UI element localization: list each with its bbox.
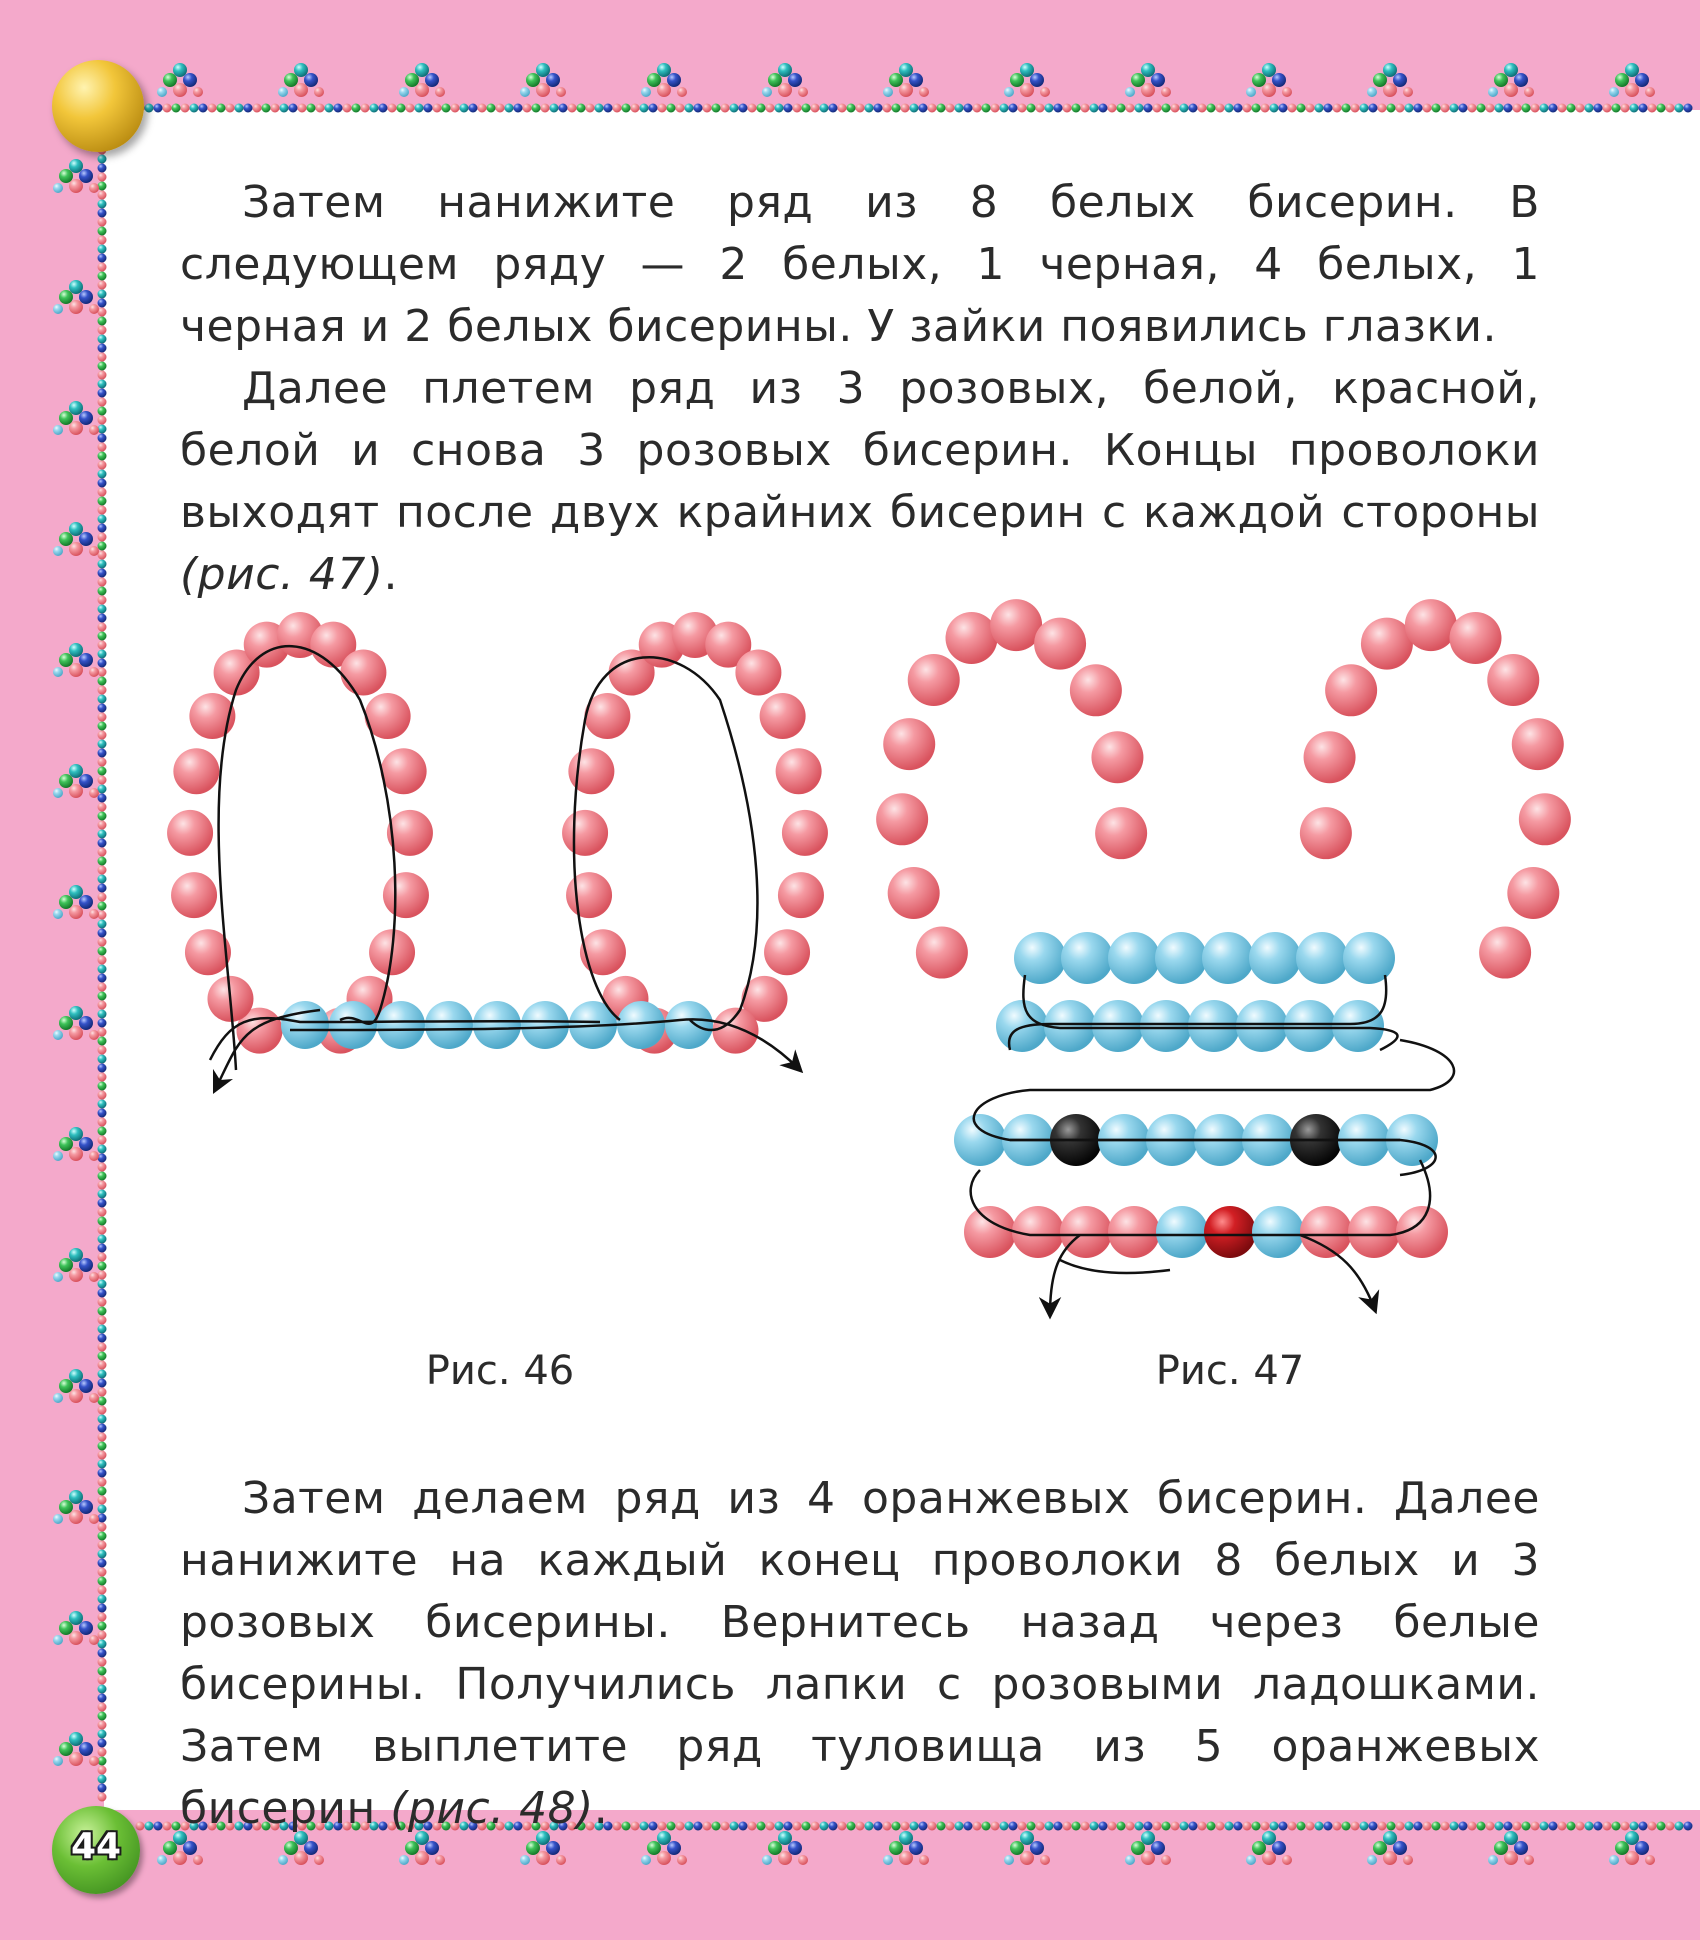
paragraph-eyes: Затем нанижите ряд из 8 белых бисерин. В следующем ряду — 2 белых, 1 черная, 4 белых, 1 черная и 2 белых бисерины. У зайки появились глазки. bbox=[180, 177, 1540, 352]
blue-bead bbox=[377, 1001, 425, 1049]
blue-bead bbox=[1296, 932, 1348, 984]
blue-bead bbox=[1252, 1206, 1304, 1258]
figure-47-bunny-head-diagram bbox=[876, 599, 1571, 1315]
blue-bead bbox=[1061, 932, 1113, 984]
figure-46-beads bbox=[167, 612, 828, 1054]
paragraph-paws-text: Затем делаем ряд из 4 оранжевых бисерин. Далее нанижите на каждый конец проволоки 8 белых и 3 розовых бисерины. Вернитесь назад через белые бисерины. Получились лапки с розовыми ладошками. Затем выплетите ряд туловища из 5 оранжевых бисерин bbox=[180, 1473, 1540, 1834]
pink-bead bbox=[1034, 618, 1086, 670]
page-number-badge bbox=[52, 1806, 140, 1894]
pink-bead bbox=[1348, 1206, 1400, 1258]
pink-bead bbox=[1091, 731, 1143, 783]
pink-bead bbox=[562, 810, 608, 856]
paragraph-end-mark: . bbox=[383, 549, 399, 600]
blue-bead bbox=[1249, 932, 1301, 984]
pink-bead bbox=[171, 872, 217, 918]
blue-bead bbox=[1092, 1000, 1144, 1052]
pink-bead bbox=[1325, 664, 1377, 716]
pink-bead bbox=[381, 748, 427, 794]
pink-bead bbox=[566, 872, 612, 918]
pink-bead bbox=[764, 929, 810, 975]
blue-bead bbox=[1332, 1000, 1384, 1052]
blue-bead bbox=[1140, 1000, 1192, 1052]
pink-bead bbox=[883, 718, 935, 770]
pink-bead bbox=[1300, 807, 1352, 859]
pink-bead bbox=[1070, 664, 1122, 716]
pink-bead bbox=[1507, 867, 1559, 919]
blue-bead bbox=[1236, 1000, 1288, 1052]
pink-bead bbox=[1519, 793, 1571, 845]
blue-bead bbox=[329, 1001, 377, 1049]
pink-bead bbox=[964, 1206, 1016, 1258]
pink-bead bbox=[946, 612, 998, 664]
nose-bead bbox=[1204, 1206, 1256, 1258]
figure-ref-47: (рис. 47) bbox=[180, 549, 384, 600]
text-bottom bbox=[180, 1468, 1540, 1840]
pink-bead bbox=[876, 793, 928, 845]
blue-bead bbox=[473, 1001, 521, 1049]
blue-bead bbox=[1343, 932, 1395, 984]
pink-bead bbox=[1512, 718, 1564, 770]
blue-bead bbox=[281, 1001, 329, 1049]
blue-bead bbox=[954, 1114, 1006, 1166]
pink-bead bbox=[760, 693, 806, 739]
blue-bead bbox=[1108, 932, 1160, 984]
blue-bead bbox=[665, 1001, 713, 1049]
blue-bead bbox=[1188, 1000, 1240, 1052]
blue-bead bbox=[1155, 932, 1207, 984]
blue-bead bbox=[1284, 1000, 1336, 1052]
figure-47-beads bbox=[876, 599, 1571, 1258]
paragraph-end-mark-2: . bbox=[593, 1783, 609, 1834]
pink-bead bbox=[1405, 599, 1457, 651]
pink-bead bbox=[173, 748, 219, 794]
pink-bead bbox=[1060, 1206, 1112, 1258]
blue-bead bbox=[1014, 932, 1066, 984]
blue-bead bbox=[521, 1001, 569, 1049]
figure-46-ears-diagram bbox=[167, 612, 828, 1090]
pink-bead bbox=[888, 867, 940, 919]
pink-bead bbox=[340, 649, 386, 695]
pink-bead bbox=[1108, 1206, 1160, 1258]
pink-bead bbox=[908, 654, 960, 706]
pink-bead bbox=[1449, 612, 1501, 664]
pink-bead bbox=[782, 810, 828, 856]
pink-bead bbox=[580, 929, 626, 975]
pink-bead bbox=[1304, 731, 1356, 783]
pink-bead bbox=[916, 927, 968, 979]
pink-bead bbox=[1300, 1206, 1352, 1258]
figure-46-caption: Рис. 46 bbox=[425, 1348, 575, 1394]
figure-ref-48: (рис. 48) bbox=[390, 1783, 594, 1834]
pink-bead bbox=[167, 810, 213, 856]
pink-bead bbox=[776, 748, 822, 794]
pink-bead bbox=[1479, 927, 1531, 979]
pink-bead bbox=[778, 872, 824, 918]
pink-bead bbox=[735, 649, 781, 695]
blue-bead bbox=[1156, 1206, 1208, 1258]
blue-bead bbox=[1202, 932, 1254, 984]
pink-bead bbox=[1487, 654, 1539, 706]
page-number: 44 bbox=[70, 1826, 122, 1867]
blue-bead bbox=[425, 1001, 473, 1049]
pink-bead bbox=[383, 872, 429, 918]
pink-bead bbox=[1095, 807, 1147, 859]
paragraph-paws bbox=[180, 1468, 1540, 1840]
figure-47-caption: Рис. 47 bbox=[1155, 1348, 1305, 1394]
paragraph-mouth-text: Далее плетем ряд из 3 розовых, белой, красной, белой и снова 3 розовых бисерин. Концы проволоки выходят после двух крайних бисерин с каждой стороны bbox=[180, 363, 1540, 538]
